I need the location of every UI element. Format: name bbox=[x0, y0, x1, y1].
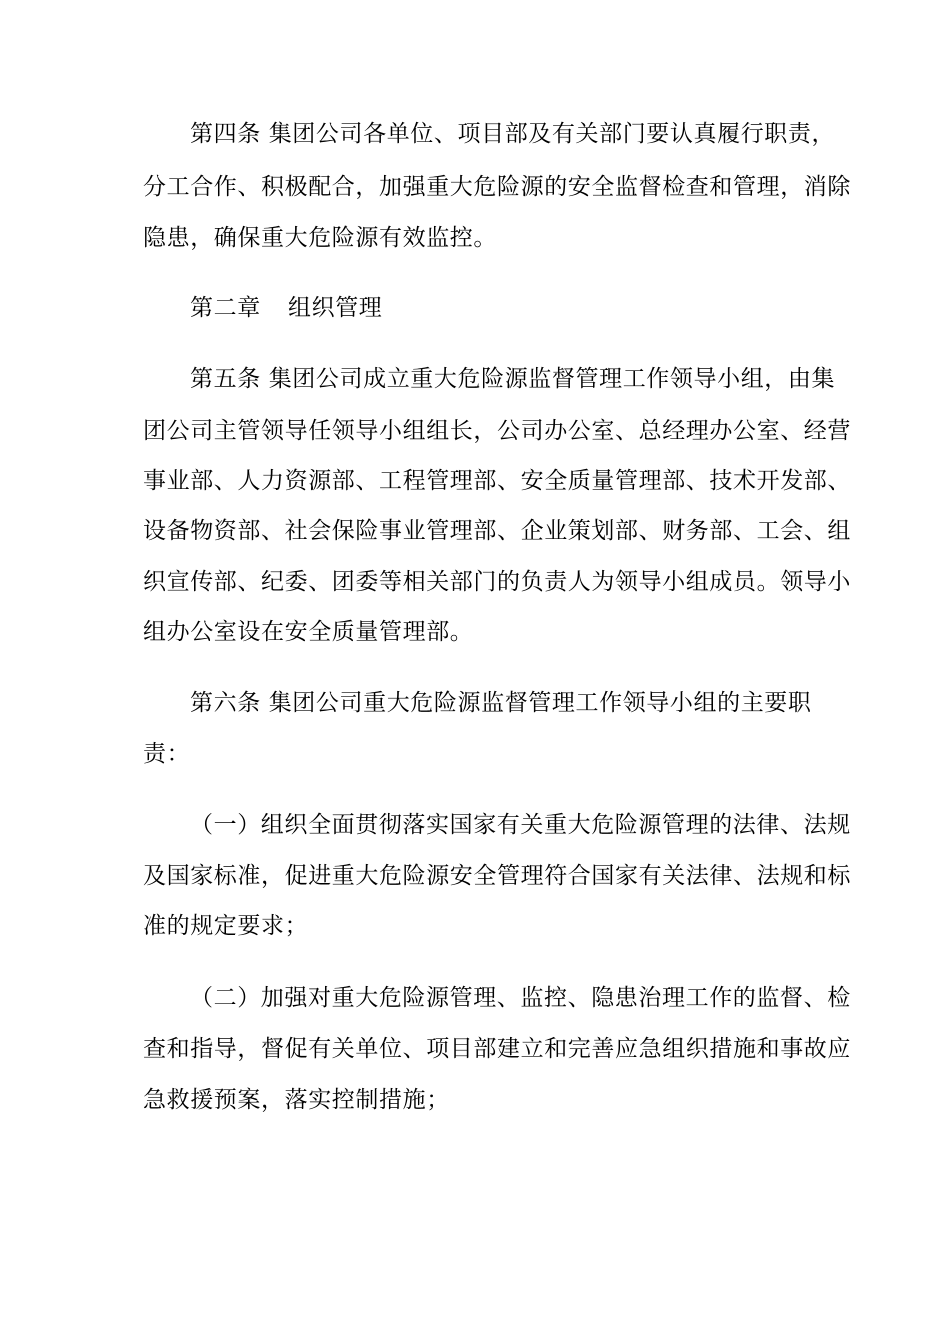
article-5-line: 组办公室设在安全质量管理部。 bbox=[143, 619, 474, 645]
item-2-line: （二）加强对重大危险源管理、监控、隐患治理工作的监督、检 bbox=[190, 985, 851, 1011]
article-5-line: 事业部、人力资源部、工程管理部、安全质量管理部、技术开发部、 bbox=[143, 468, 851, 494]
article-6-line: 第六条 集团公司重大危险源监督管理工作领导小组的主要职 bbox=[190, 690, 812, 716]
article-4-line: 分工合作、积极配合，加强重大危险源的安全监督检查和管理，消除 bbox=[143, 174, 851, 200]
article-5-line: 设备物资部、社会保险事业管理部、企业策划部、财务部、工会、组 bbox=[143, 518, 851, 544]
article-5-line: 织宣传部、纪委、团委等相关部门的负责人为领导小组成员。领导小 bbox=[143, 569, 851, 595]
item-2-line: 查和指导，督促有关单位、项目部建立和完善应急组织措施和事故应 bbox=[143, 1036, 851, 1062]
item-1-line: 及国家标准，促进重大危险源安全管理符合国家有关法律、法规和标 bbox=[143, 863, 851, 889]
article-4-line: 隐患，确保重大危险源有效监控。 bbox=[143, 225, 497, 251]
item-1-line: 准的规定要求； bbox=[143, 913, 309, 939]
item-2-line: 急救援预案，落实控制措施； bbox=[143, 1087, 450, 1113]
article-4-line: 第四条 集团公司各单位、项目部及有关部门要认真履行职责， bbox=[190, 121, 836, 147]
item-1-line: （一）组织全面贯彻落实国家有关重大危险源管理的法律、法规 bbox=[190, 812, 851, 838]
article-6-line: 责： bbox=[143, 741, 191, 767]
article-5-line: 第五条 集团公司成立重大危险源监督管理工作领导小组，由集 bbox=[190, 366, 836, 392]
article-5-line: 团公司主管领导任领导小组组长，公司办公室、总经理办公室、经营 bbox=[143, 418, 851, 444]
chapter-number: 第二章 bbox=[190, 295, 261, 321]
chapter-title: 组织管理 bbox=[288, 295, 383, 321]
